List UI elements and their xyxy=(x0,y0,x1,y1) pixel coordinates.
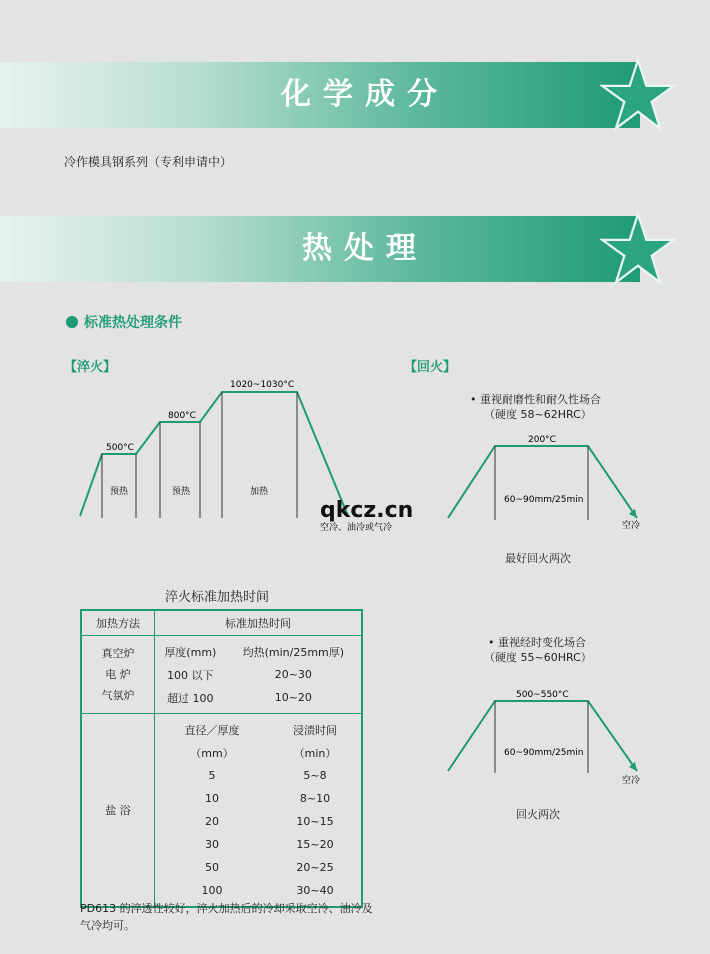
salt-times-cell xyxy=(155,714,363,908)
bullet-dot-icon xyxy=(66,316,78,328)
star-icon xyxy=(600,211,676,287)
series-subtitle: 冷作模具钢系列（专利申请中） xyxy=(64,155,233,169)
temper-case1-line2: （硬度 58~62HRC） xyxy=(484,408,592,421)
table-cell: 30~40 xyxy=(296,884,334,897)
composition-banner xyxy=(0,62,640,128)
table-cell: 20~25 xyxy=(296,861,334,874)
salt-subtable xyxy=(155,718,361,902)
salt-col-immersion: 浸渍时间 xyxy=(293,723,337,737)
star-icon xyxy=(600,57,676,133)
table-cell: 30 xyxy=(205,838,219,851)
watermark: qkcz.cn xyxy=(320,498,414,523)
temper-case2-line2: （硬度 55~60HRC） xyxy=(484,651,592,664)
table-cell: 8~10 xyxy=(299,792,331,805)
table-cell: 超过 100 xyxy=(167,691,214,705)
table-cell: 10~15 xyxy=(296,815,334,828)
temper-case2-footer: 回火两次 xyxy=(516,808,560,821)
temper-diagram-1 xyxy=(440,428,650,538)
temper-case1-line1: • 重视耐磨性和耐久性场合 xyxy=(470,393,601,406)
furnace-col-soak: 均热(min/25mm厚) xyxy=(242,645,345,659)
heating-label: 加热 xyxy=(250,487,269,497)
temper1-temp: 200°C xyxy=(528,435,556,445)
temper-diagram-2 xyxy=(440,683,650,793)
quench-temp-500: 500°C xyxy=(106,443,134,453)
table-cell: 15~20 xyxy=(296,838,334,851)
table-cell: 50 xyxy=(205,861,219,874)
footnote: PD613 的淬透性较好，淬火加热后的冷却采取空冷、油冷及气冷均可。 xyxy=(80,902,373,932)
table-cell: 100 xyxy=(201,884,223,897)
method-vacuum: 真空炉 xyxy=(101,647,135,660)
table-cell: 10~20 xyxy=(274,691,312,704)
preheat-label-2: 预热 xyxy=(172,487,191,497)
header-time: 标准加热时间 xyxy=(155,610,363,636)
method-electric: 电 炉 xyxy=(105,668,131,681)
quench-temp-800: 800°C xyxy=(168,411,196,421)
table-cell: 5 xyxy=(208,769,216,782)
salt-unit-mm: （mm） xyxy=(190,746,234,760)
temper1-cooling: 空冷 xyxy=(622,521,641,531)
conditions-heading: 标准热处理条件 xyxy=(84,315,182,331)
heating-time-table xyxy=(80,609,363,908)
composition-title: 化学成分 xyxy=(281,77,449,112)
temper-case1-footer: 最好回火两次 xyxy=(505,552,571,565)
heat-treatment-title: 热处理 xyxy=(302,231,428,266)
method-salt-bath: 盐 浴 xyxy=(81,714,155,908)
method-atmosphere: 气氛炉 xyxy=(101,689,135,702)
table-cell: 5~8 xyxy=(303,769,327,782)
salt-col-diameter: 直径／厚度 xyxy=(184,723,240,737)
salt-unit-min: （min） xyxy=(293,746,337,760)
quench-cooling-label: 空冷、油冷或气冷 xyxy=(320,523,393,533)
table-cell: 100 以下 xyxy=(167,668,214,682)
quench-temp-1020: 1020~1030°C xyxy=(230,380,295,390)
quench-label: 【淬火】 xyxy=(64,360,117,375)
furnace-subtable xyxy=(155,640,361,709)
table-cell: 10 xyxy=(205,792,219,805)
temper1-time: 60~90mm/25min xyxy=(504,495,584,505)
header-method: 加热方法 xyxy=(81,610,155,636)
preheat-label-1: 预热 xyxy=(110,487,129,497)
furnace-times-cell xyxy=(155,636,363,714)
table-cell: 20~30 xyxy=(274,668,312,681)
heat-treatment-banner xyxy=(0,216,640,282)
furnace-col-thickness: 厚度(mm) xyxy=(164,645,217,659)
temper-label: 【回火】 xyxy=(404,360,457,375)
temper-case2-line1: • 重视经时变化场合 xyxy=(488,636,586,649)
temper2-cooling: 空冷 xyxy=(622,776,641,786)
temper2-time: 60~90mm/25min xyxy=(504,748,584,758)
table-cell: 20 xyxy=(205,815,219,828)
temper2-temp: 500~550°C xyxy=(516,690,569,700)
furnace-methods-cell xyxy=(81,636,155,714)
table-title: 淬火标准加热时间 xyxy=(165,590,270,605)
